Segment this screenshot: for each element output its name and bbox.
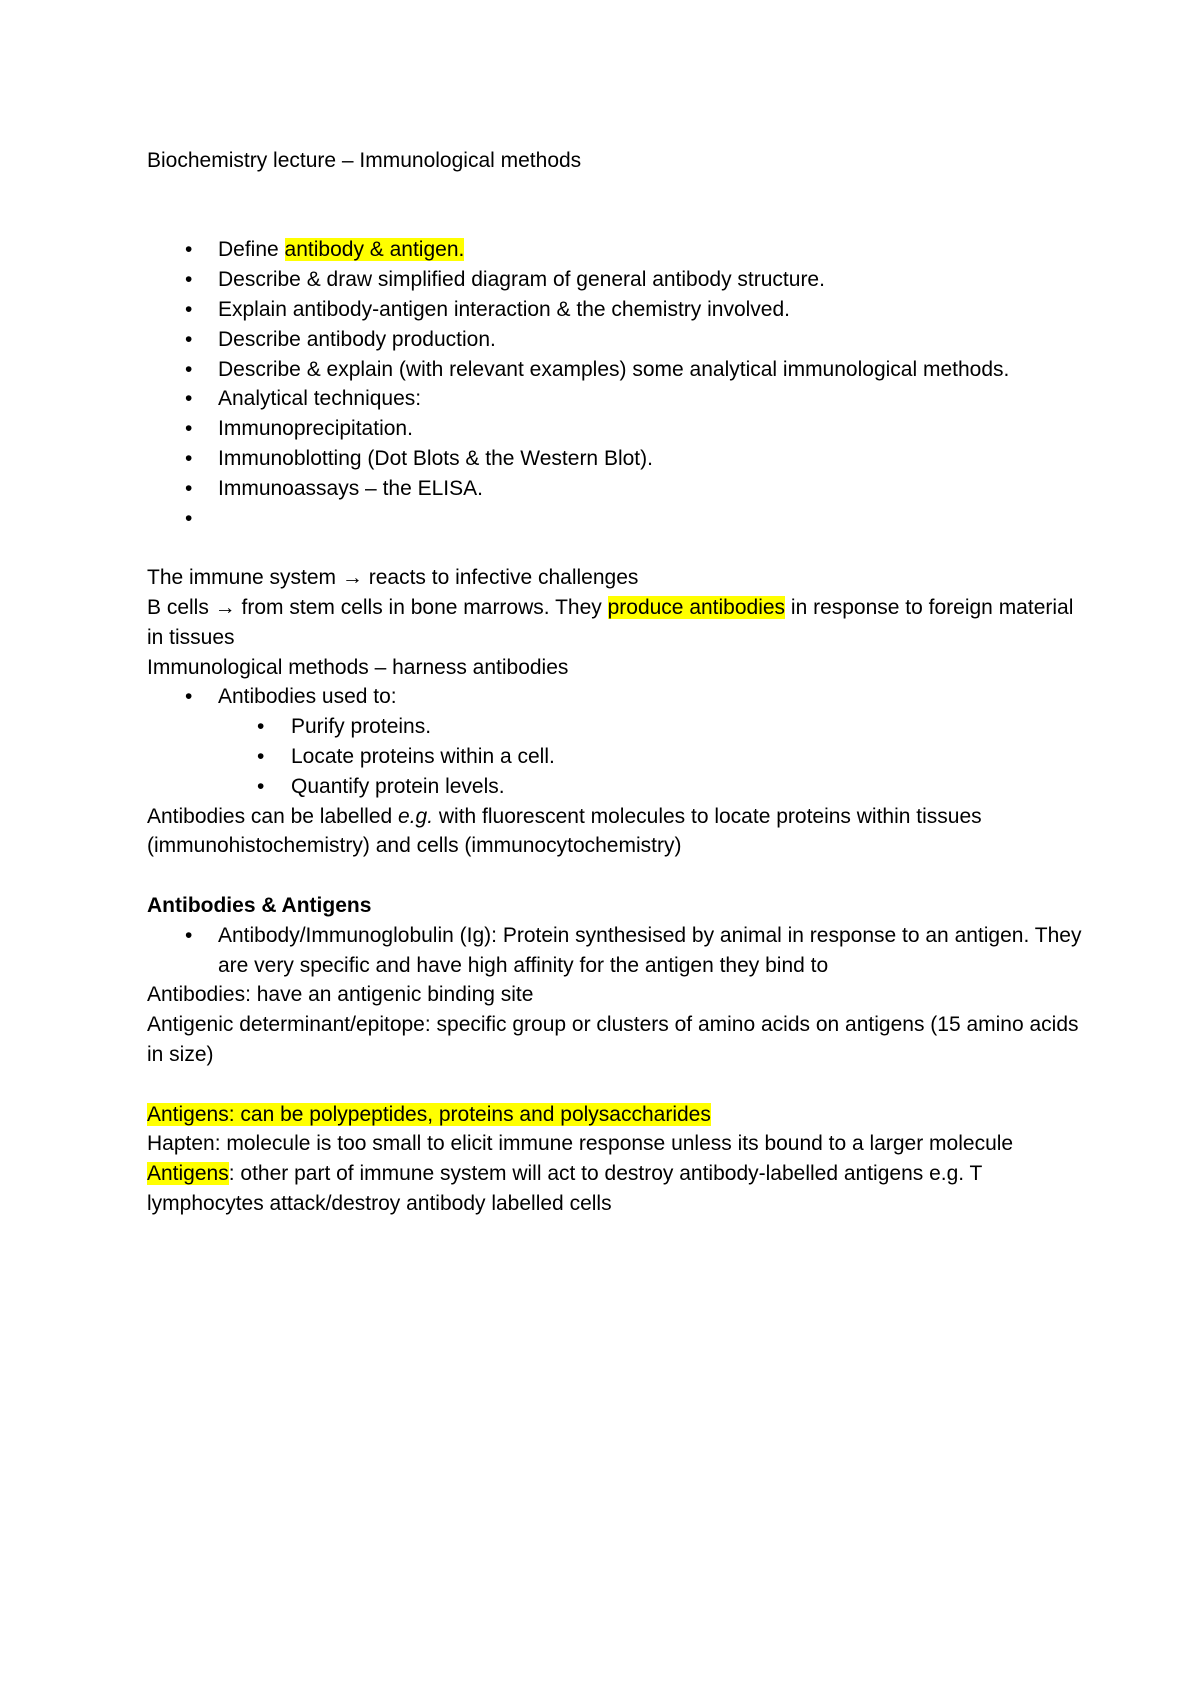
objective-item-7: • Immunoprecipitation. [147, 414, 1087, 444]
objective-item-5: • Describe & explain (with relevant examples) some analytical immunological methods. [147, 355, 1087, 385]
objective-item-3: • Explain antibody-antigen interaction & the chemistry involved. [147, 295, 1087, 325]
sub-item-quantify: • Quantify protein levels. [147, 772, 1087, 802]
highlight-produce-antibodies: produce antibodies [607, 595, 786, 619]
labelled-paragraph [147, 802, 1087, 862]
antigenic-binding-site-line: Antibodies: have an antigenic binding site [147, 983, 534, 1007]
objective-item-9: • Immunoassays – the ELISA. [147, 474, 1087, 504]
b-cells-text-b: in response to foreign material in tissues [147, 595, 1074, 649]
antibody-definition-bullet: • Antibody/Immunoglobulin (Ig): Protein synthesised by animal in response to an antigen. They are very specific and have high affinity for the antigen they bind to [147, 921, 1087, 981]
objectives-list [147, 235, 1087, 533]
objective-item-1-text: Define [218, 238, 285, 262]
sub-item-locate: • Locate proteins within a cell. [147, 742, 1087, 772]
objective-item-empty [147, 504, 1087, 534]
document-title: Biochemistry lecture – Immunological methods [147, 149, 582, 172]
labelled-eg: e.g. [398, 804, 434, 828]
spacer [147, 533, 1087, 563]
objective-item-1 [147, 235, 1087, 265]
labelled-text-a: Antibodies can be labelled [147, 804, 399, 828]
objective-item-8: • Immunoblotting (Dot Blots & the Western Blot). [147, 444, 1087, 474]
sub-item-purify: • Purify proteins. [147, 712, 1087, 742]
immune-system-line: The immune system → reacts to infective challenges [147, 566, 639, 590]
highlight-antigens-word: Antigens [147, 1162, 229, 1186]
section-heading: Antibodies & Antigens [147, 893, 372, 917]
b-cells-paragraph [147, 593, 1087, 653]
spacer [147, 1070, 1087, 1100]
highlight-antigens-types: Antigens: can be polypeptides, proteins and polysaccharides [147, 1102, 711, 1126]
objective-item-6: • Analytical techniques: [147, 384, 1087, 414]
antigens-section [147, 1100, 1087, 1219]
antigens-destroy-text: : other part of immune system will act to destroy antibody-labelled antigens e.g. T lymphocytes attack/destroy antibody labelled cells [147, 1162, 983, 1215]
objective-item-2: • Describe & draw simplified diagram of general antibody structure. [147, 265, 1087, 295]
antigens-line [147, 1100, 1087, 1130]
spacer [147, 861, 1087, 891]
epitope-paragraph: Antigenic determinant/epitope: specific group or clusters of amino acids on antigens (15 amino acids in size) [147, 1013, 1079, 1066]
b-cells-text-a: B cells → from stem cells in bone marrows. They [147, 595, 608, 619]
immunological-methods-line: Immunological methods – harness antibodies [147, 655, 569, 679]
antibodies-antigens-section [147, 891, 1087, 1070]
hapten-paragraph: Hapten: molecule is too small to elicit immune response unless its bound to a larger molecule [147, 1132, 1014, 1156]
immune-system-section [147, 563, 1087, 861]
spacer [147, 176, 1087, 236]
highlight-antibody-antigen: antibody & antigen. [284, 238, 465, 262]
labelled-text-b: with fluorescent molecules to locate proteins within tissues (immunohistochemistry) and cells (immunocytochemistry) [147, 804, 982, 858]
antibodies-used-to: • Antibodies used to: [147, 682, 1087, 712]
document-page [147, 146, 1087, 1219]
antigens-destroy-paragraph [147, 1159, 1087, 1219]
objective-item-4: • Describe antibody production. [147, 325, 1087, 355]
